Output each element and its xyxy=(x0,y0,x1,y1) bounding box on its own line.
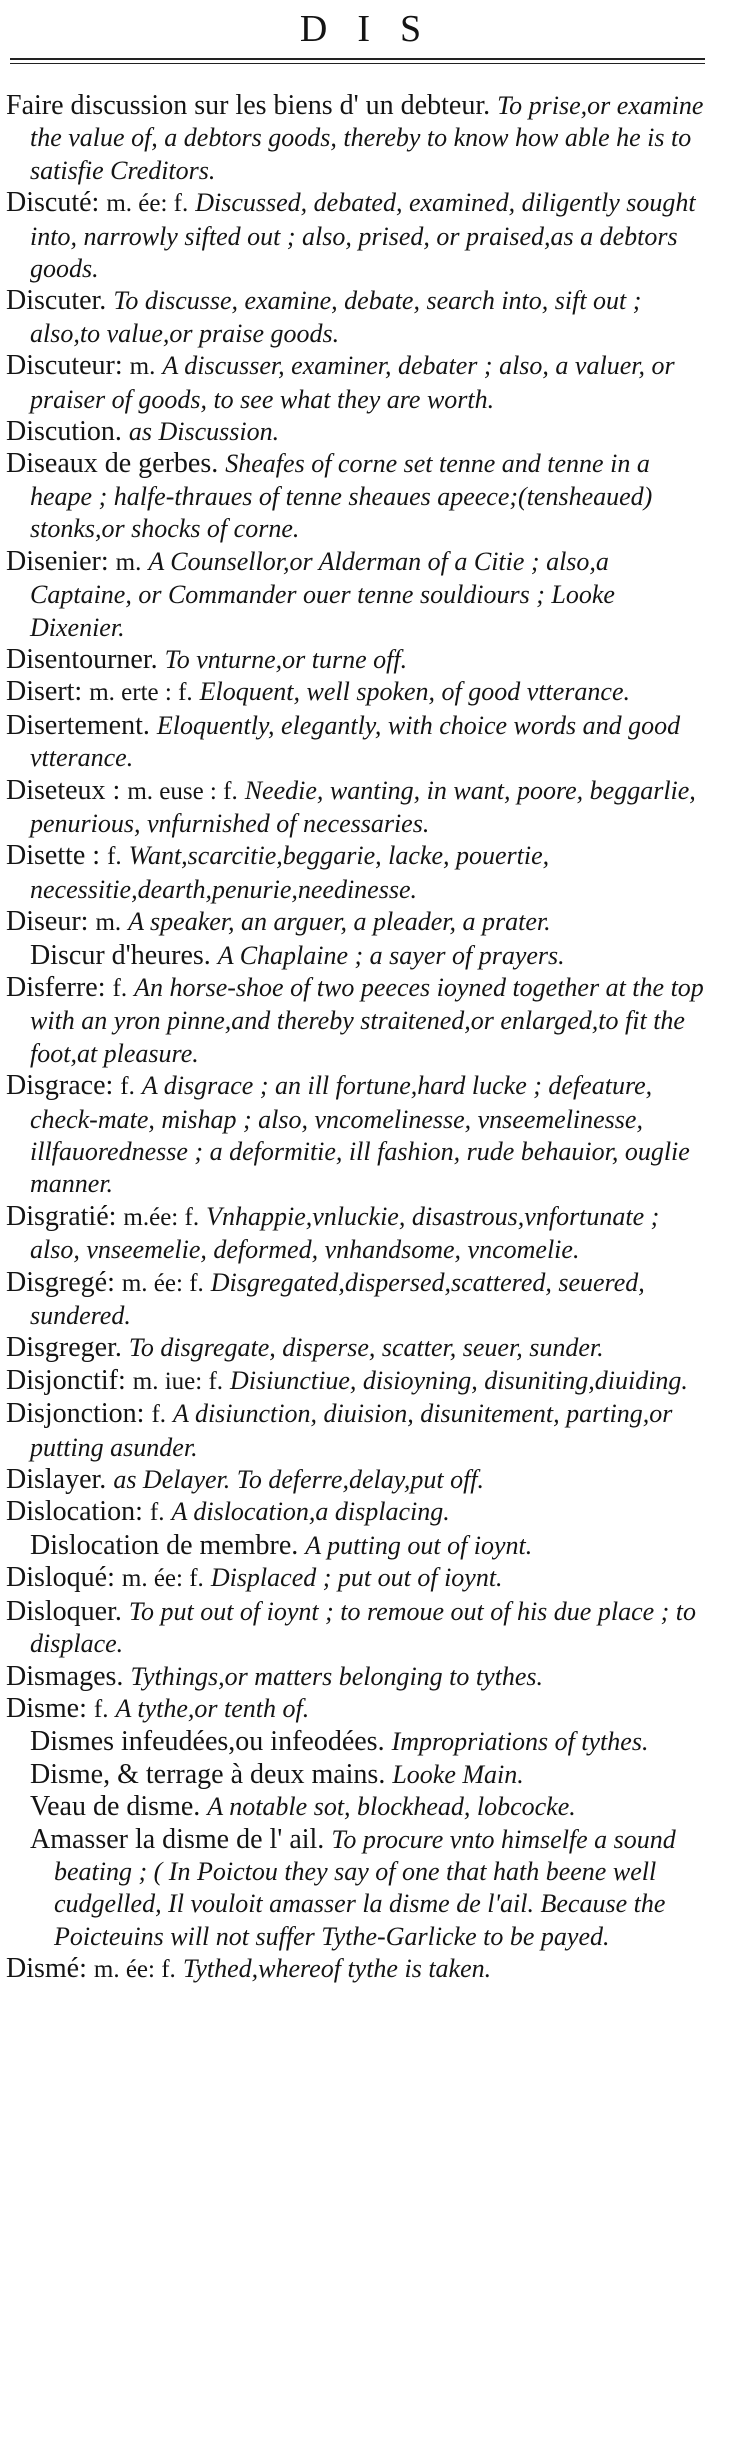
dictionary-entry xyxy=(0,1201,711,1267)
dictionary-entry xyxy=(0,775,711,841)
headword: Disenier: xyxy=(6,545,109,577)
grammar-note: m. euse : f. xyxy=(127,777,238,805)
headword: Discution. xyxy=(6,416,122,448)
dictionary-entry xyxy=(0,840,711,906)
definition: Discussed, debated, examined, diligently sought into, narrowly sifted out ; also, prised, or praised,as a debtors goods. xyxy=(30,188,696,284)
definition: Looke Main. xyxy=(392,1759,524,1789)
definition: Vnhappie,vnluckie, disastrous,vnfortunate ; also, vnseemelie, deformed, vnhandsome, vncomelie. xyxy=(30,1201,660,1265)
headword: Disme: xyxy=(6,1692,87,1724)
definition: To discusse, examine, debate, search into, sift out ; also,to value,or praise goods. xyxy=(30,286,642,348)
headword: Disert: xyxy=(6,676,83,708)
headword: Disgratié: xyxy=(6,1200,117,1232)
headword: Diseaux de gerbes. xyxy=(6,448,219,480)
dictionary-entry xyxy=(0,1953,711,1986)
dictionary-entry xyxy=(0,1496,711,1529)
definition: Eloquent, well spoken, of good vtterance. xyxy=(199,677,631,707)
dictionary-entry xyxy=(0,906,711,939)
headword: Dislayer. xyxy=(6,1464,107,1496)
grammar-note: f. xyxy=(107,843,122,871)
dictionary-entry xyxy=(0,90,711,187)
sub-entry xyxy=(0,1824,711,1954)
definition: A speaker, an arguer, a pleader, a prater. xyxy=(128,907,551,937)
headword: Dismes infeudées,ou infeodées. xyxy=(30,1726,385,1758)
headword: Diseur: xyxy=(6,906,89,938)
dictionary-entry xyxy=(0,350,711,416)
headword: Dismé: xyxy=(6,1953,87,1985)
headword: Faire discussion sur les biens d' un debteur. xyxy=(6,90,491,121)
definition: as Discussion. xyxy=(128,417,280,447)
definition: A Chaplaine ; a sayer of prayers. xyxy=(217,940,565,970)
definition: Disiunctiue, disioyning, disuniting,diuiding. xyxy=(230,1365,688,1395)
sub-entry xyxy=(0,1759,711,1791)
headword: Disjonctif: xyxy=(6,1364,126,1396)
definition: To put out of ioynt ; to remoue out of his due place ; to displace. xyxy=(30,1596,697,1659)
dictionary-entry xyxy=(0,676,711,709)
grammar-note: m. xyxy=(95,909,122,937)
headword: Disloquer. xyxy=(6,1595,122,1627)
headword: Amasser la disme de l' ail. xyxy=(30,1823,325,1855)
headword: Diseteux : xyxy=(6,774,121,806)
definition: A disgrace ; an ill fortune,hard lucke ; defeature, check-mate, mishap ; also, vncomelinesse, vnseemelinesse, illfauorednesse ; a deformitie, ill fashion, rude behauior, ouglie manner. xyxy=(30,1071,690,1199)
sub-entry xyxy=(0,1791,711,1823)
grammar-note: m. ée: f. xyxy=(106,190,189,218)
definition: A dislocation,a displacing. xyxy=(171,1497,450,1527)
dictionary-entry xyxy=(0,1267,711,1333)
grammar-note: m. xyxy=(129,353,156,381)
headword: Disferre: xyxy=(6,971,106,1003)
headword: Disette : xyxy=(6,840,101,872)
definition: To procure vnto himselfe a sound beating ; ( In Poictou they say of one that hath beene well cudgelled, Il vouloit amasser la disme de l'ail. Because the Poicteuins will not suffer Tythe-Garlicke to be payed. xyxy=(54,1824,676,1951)
headword: Discur d'heures. xyxy=(30,939,211,971)
dictionary-entry xyxy=(0,1661,711,1693)
headword: Disjonction: xyxy=(6,1398,145,1430)
grammar-note: m. ée: f. xyxy=(93,1956,176,1984)
definition: Displaced ; put out of ioynt. xyxy=(210,1563,503,1593)
grammar-note: f. xyxy=(151,1401,167,1429)
headword: Disgrace: xyxy=(6,1070,114,1102)
definition: Eloquently, elegantly, with choice words and good vtterance. xyxy=(30,710,681,773)
headword: Disgreger. xyxy=(6,1332,122,1364)
dictionary-entry xyxy=(0,1398,711,1464)
headword: Discuteur: xyxy=(6,350,123,382)
dictionary-entry xyxy=(0,1365,711,1398)
grammar-note: f. xyxy=(93,1695,109,1723)
headword: Discuté: xyxy=(6,187,100,219)
dictionary-entry xyxy=(0,285,711,350)
sub-entry xyxy=(0,940,711,972)
dictionary-entry xyxy=(0,1332,711,1364)
dictionary-entry xyxy=(0,710,711,775)
definition: To vnturne,or turne off. xyxy=(164,644,408,674)
headword: Dislocation de membre. xyxy=(30,1529,299,1561)
definition: To disgregate, disperse, scatter, seuer, sunder. xyxy=(128,1333,604,1363)
definition: To prise,or examine the value of, a debtors goods, thereby to know how able he is to satisfie Creditors. xyxy=(30,91,704,185)
definition: A Counsellor,or Alderman of a Citie ; also,a Captaine, or Commander ouer tenne souldiours ; Looke Dixenier. xyxy=(30,546,615,642)
definition: Want,scarcitie,beggarie, lacke, pouertie, necessitie,dearth,penurie,needinesse. xyxy=(30,841,550,904)
dictionary-entry xyxy=(0,187,711,285)
definition: Tythings,or matters belonging to tythes. xyxy=(130,1661,544,1691)
definition: A notable sot, blockhead, lobcocke. xyxy=(207,1792,576,1822)
headword: Disgregé: xyxy=(6,1266,115,1298)
grammar-note: m. ée: f. xyxy=(121,1565,204,1593)
definition: A disiunction, diuision, disunitement, parting,or putting asunder. xyxy=(30,1399,673,1462)
running-head: DIS xyxy=(299,8,452,50)
definition: An horse-shoe of two peeces ioyned together at the top with an yron pinne,and thereby straitened,or enlarged,to fit the foot,at pleasure. xyxy=(30,972,704,1068)
definition: Sheafes of corne set tenne and tenne in a heape ; halfe-thraues of tenne sheaues apeece;(tensheaued) stonks,or shocks of corne. xyxy=(30,449,653,544)
dictionary-entry xyxy=(0,546,711,644)
headword: Disentourner. xyxy=(6,643,158,675)
definition: Impropriations of tythes. xyxy=(391,1727,649,1757)
definition: Tythed,whereof tythe is taken. xyxy=(182,1954,492,1984)
grammar-note: f. xyxy=(112,974,128,1002)
dictionary-entry xyxy=(0,1693,711,1726)
entry-list xyxy=(0,64,711,1987)
dictionary-entry xyxy=(0,448,711,545)
grammar-note: m.ée: f. xyxy=(123,1203,200,1231)
grammar-note: m. xyxy=(115,548,142,576)
headword: Disme, & terrage à deux mains. xyxy=(30,1758,386,1790)
grammar-note: m. ée: f. xyxy=(121,1269,204,1297)
definition: as Delayer. To deferre,delay,put off. xyxy=(113,1465,485,1495)
headword: Disloqué: xyxy=(6,1562,115,1594)
definition: A putting out of ioynt. xyxy=(305,1530,533,1560)
dictionary-entry xyxy=(0,644,711,676)
grammar-note: m. erte : f. xyxy=(89,679,193,707)
grammar-note: f. xyxy=(120,1073,135,1101)
headword: Veau de disme. xyxy=(30,1791,201,1823)
dictionary-entry xyxy=(0,1070,711,1201)
dictionary-entry xyxy=(0,1464,711,1496)
definition: A tythe,or tenth of. xyxy=(115,1693,310,1723)
definition: Disgregated,dispersed,scattered, seuered, sundered. xyxy=(30,1267,645,1331)
dictionary-entry xyxy=(0,416,711,448)
grammar-note: m. iue: f. xyxy=(132,1367,224,1395)
sub-entry xyxy=(0,1726,711,1758)
definition: Needie, wanting, in want, poore, beggarlie, penurious, vnfurnished of necessaries. xyxy=(30,775,696,838)
headword: Disertement. xyxy=(6,709,150,741)
headword: Dismages. xyxy=(6,1660,124,1692)
headword: Discuter. xyxy=(6,285,107,317)
dictionary-entry xyxy=(0,1562,711,1595)
grammar-note: f. xyxy=(149,1499,165,1527)
sub-entry xyxy=(0,1530,711,1562)
definition: A discusser, examiner, debater ; also, a valuer, or praiser of goods, to see what they are worth. xyxy=(30,351,675,414)
headword: Dislocation: xyxy=(6,1496,143,1528)
dictionary-entry xyxy=(0,1596,711,1661)
dictionary-entry xyxy=(0,972,711,1070)
